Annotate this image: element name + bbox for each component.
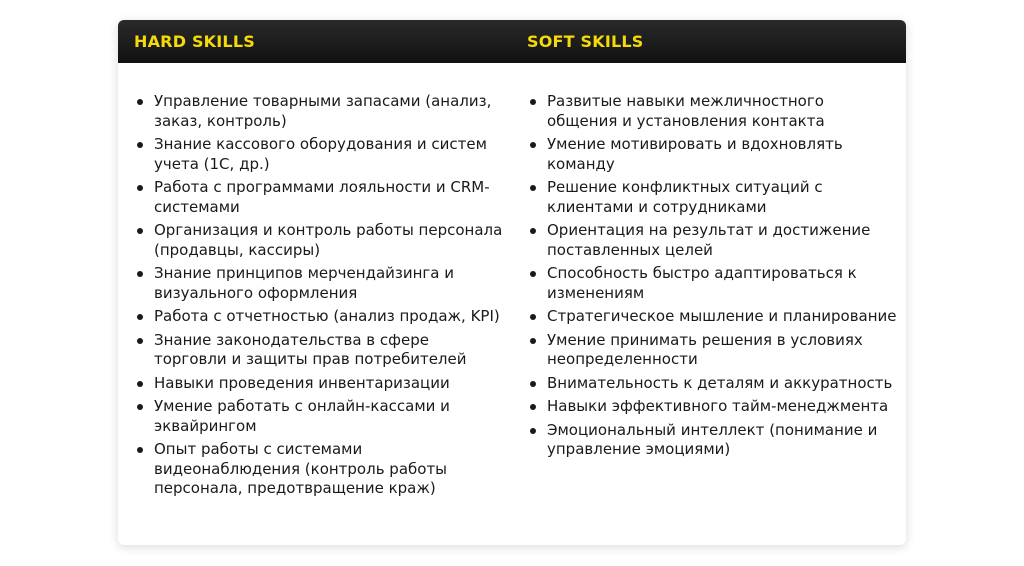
hard-skills-list [134, 92, 504, 499]
soft-skill-item: Решение конфликтных ситуаций с клиентами и сотрудниками [527, 178, 897, 217]
skills-card [118, 20, 906, 545]
hard-skill-item: Навыки проведения инвентаризации [134, 374, 504, 394]
soft-skill-item: Ориентация на результат и достижение поставленных целей [527, 221, 897, 260]
hard-skill-item: Управление товарными запасами (анализ, заказ, контроль) [134, 92, 504, 131]
soft-skills-column [527, 92, 897, 464]
soft-skill-item: Развитые навыки межличностного общения и установления контакта [527, 92, 897, 131]
soft-skill-item: Умение мотивировать и вдохновлять команду [527, 135, 897, 174]
hard-skill-item: Работа с отчетностью (анализ продаж, KPI) [134, 307, 504, 327]
soft-skill-item: Навыки эффективного тайм-менеджмента [527, 397, 897, 417]
hard-skill-item: Знание принципов мерчендайзинга и визуального оформления [134, 264, 504, 303]
hard-skill-item: Умение работать с онлайн-кассами и эквайрингом [134, 397, 504, 436]
hard-skills-column [134, 92, 504, 503]
soft-skills-list [527, 92, 897, 460]
soft-skill-item: Умение принимать решения в условиях неопределенности [527, 331, 897, 370]
soft-skill-item: Эмоциональный интеллект (понимание и управление эмоциями) [527, 421, 897, 460]
hard-skill-item: Знание кассового оборудования и систем учета (1С, др.) [134, 135, 504, 174]
hard-skill-item: Организация и контроль работы персонала (продавцы, кассиры) [134, 221, 504, 260]
soft-skills-title: SOFT SKILLS [527, 32, 644, 51]
hard-skills-title: HARD SKILLS [134, 32, 255, 51]
hard-skill-item: Знание законодательства в сфере торговли и защиты прав потребителей [134, 331, 504, 370]
skills-header [118, 20, 906, 63]
soft-skill-item: Внимательность к деталям и аккуратность [527, 374, 897, 394]
hard-skill-item: Опыт работы с системами видеонаблюдения (контроль работы персонала, предотвращение краж) [134, 440, 504, 499]
soft-skill-item: Способность быстро адаптироваться к изменениям [527, 264, 897, 303]
hard-skill-item: Работа с программами лояльности и CRM-системами [134, 178, 504, 217]
soft-skill-item: Стратегическое мышление и планирование [527, 307, 897, 327]
